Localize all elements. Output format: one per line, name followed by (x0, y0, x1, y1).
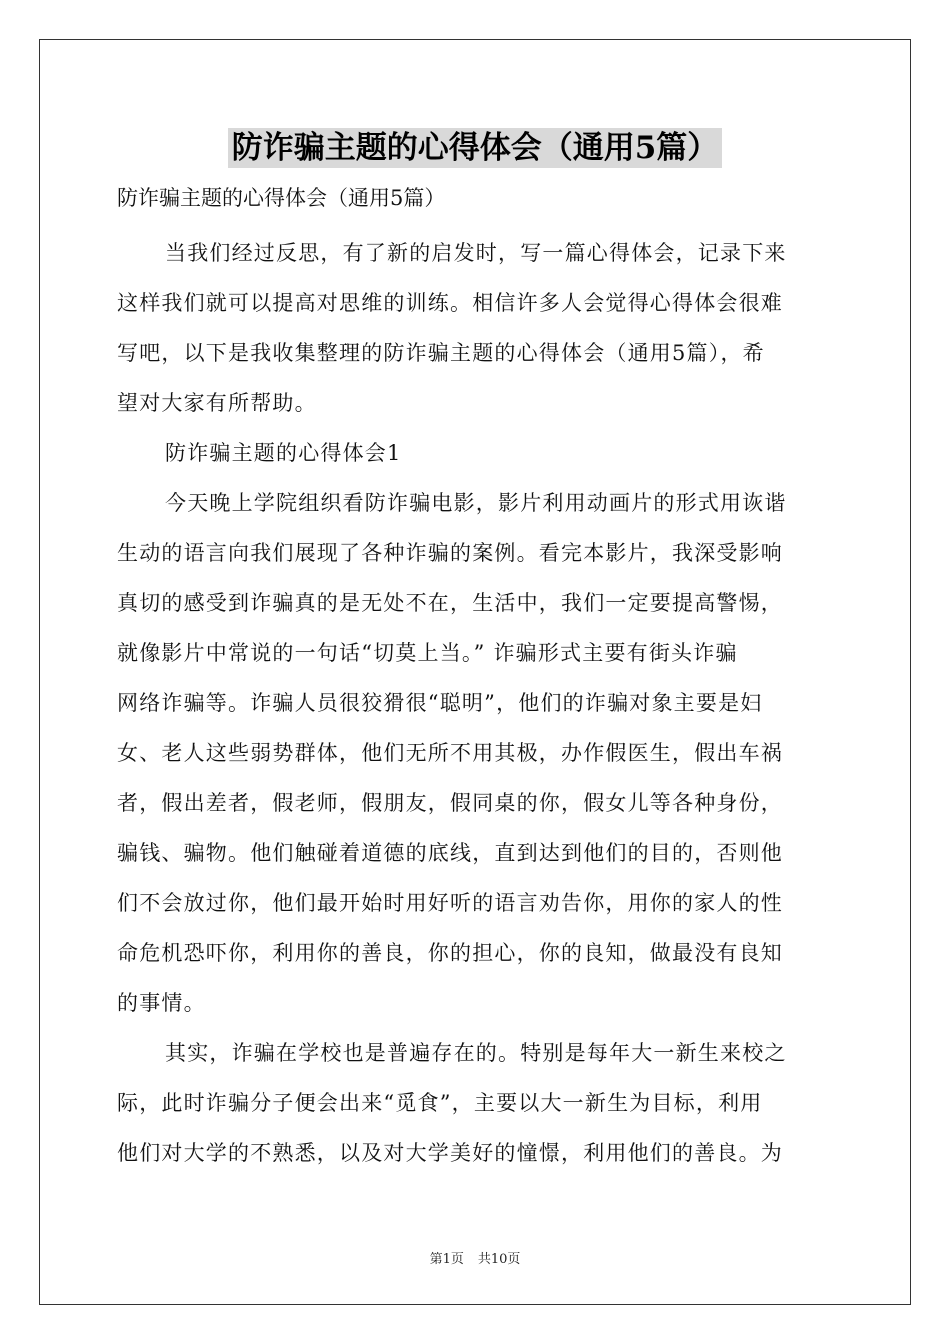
section-heading-text: 防诈骗主题的心得体会1 (165, 441, 402, 465)
paragraph-line: 其实，诈骗在学校也是普遍存在的。特别是每年大一新生来校之 (165, 1041, 787, 1065)
paragraph-line: 写吧，以下是我收集整理的防诈骗主题的心得体会（通用5篇），希 (117, 341, 765, 365)
title-container (0, 128, 950, 168)
page-number: 第1页 (429, 1252, 464, 1267)
document-subtitle: 防诈骗主题的心得体会（通用5篇） (117, 186, 446, 210)
paragraph-line: 当我们经过反思，有了新的启发时，写一篇心得体会，记录下来 (165, 241, 787, 265)
paragraph-line: 今天晚上学院组织看防诈骗电影，影片利用动画片的形式用诙谐 (165, 491, 787, 515)
paragraph-body-2 (117, 1028, 833, 1178)
paragraph-intro (117, 228, 833, 428)
paragraph-line: 女、老人这些弱势群体，他们无所不用其极，办作假医生，假出车祸 (117, 741, 783, 765)
page-footer (0, 1248, 950, 1267)
paragraph-line: 骗钱、骗物。他们触碰着道德的底线，直到达到他们的目的，否则他 (117, 841, 783, 865)
paragraph-line: 生动的语言向我们展现了各种诈骗的案例。看完本影片，我深受影响 (117, 541, 783, 565)
document-body (117, 178, 833, 1178)
section-heading (117, 428, 833, 478)
paragraph-line: 们不会放过你，他们最开始时用好听的语言劝告你，用你的家人的性 (117, 891, 783, 915)
paragraph-line: 就像影片中常说的一句话“切莫上当。” 诈骗形式主要有街头诈骗 (117, 641, 738, 665)
paragraph-line: 际，此时诈骗分子便会出来“觅食”，主要以大一新生为目标，利用 (117, 1091, 763, 1115)
paragraph-line: 者，假出差者，假老师，假朋友，假同桌的你，假女儿等各种身份， (117, 791, 783, 815)
paragraph-line: 的事情。 (117, 991, 206, 1015)
paragraph-line: 这样我们就可以提高对思维的训练。相信许多人会觉得心得体会很难 (117, 291, 783, 315)
paragraph-line: 真切的感受到诈骗真的是无处不在，生活中，我们一定要提高警惕， (117, 591, 783, 615)
paragraph-line: 命危机恐吓你，利用你的善良，你的担心，你的良知，做最没有良知 (117, 941, 783, 965)
paragraph-line: 他们对大学的不熟悉，以及对大学美好的憧憬，利用他们的善良。为 (117, 1141, 783, 1165)
paragraph-body-1 (117, 478, 833, 1028)
document-title: 防诈骗主题的心得体会（通用5篇） (228, 128, 723, 168)
spacer (117, 218, 833, 228)
paragraph-line: 望对大家有所帮助。 (117, 391, 317, 415)
page-total: 共10页 (477, 1252, 521, 1267)
paragraph-line: 网络诈骗等。诈骗人员很狡猾很“聪明”，他们的诈骗对象主要是妇 (117, 691, 763, 715)
